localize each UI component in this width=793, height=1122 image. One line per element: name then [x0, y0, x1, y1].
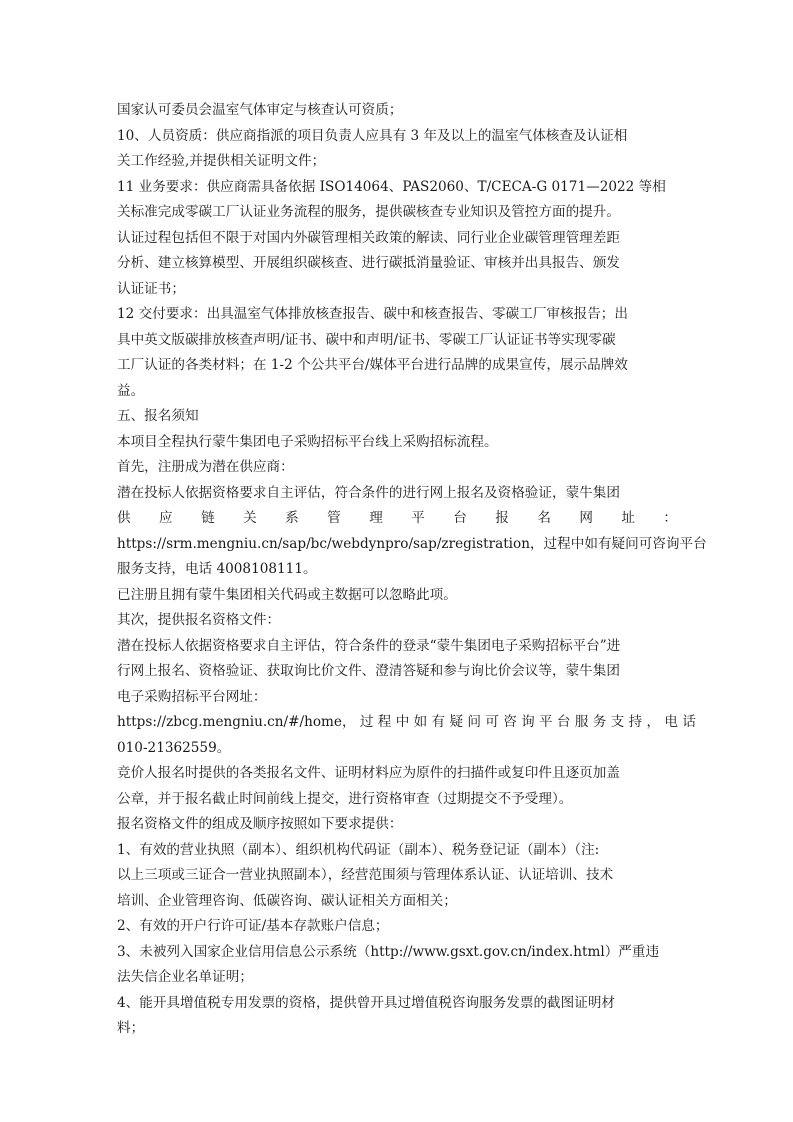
- paragraph-line: 具中英文版碳排放核查声明/证书、碳中和声明/证书、零碳工厂认证证书等实现零碳: [117, 331, 616, 348]
- justified-char: 系: [285, 510, 299, 526]
- paragraph-line: 3、未被列入国家企业信用信息公示系统（http://www.gsxt.gov.cn/index.html）严重违: [117, 943, 660, 960]
- justified-char: 关: [243, 510, 257, 526]
- justified-char: 台: [453, 510, 467, 526]
- paragraph-line: 10、人员资质：供应商指派的项目负责人应具有 3 年及以上的温室气体核查及认证相: [117, 127, 628, 144]
- paragraph-line: 12 交付要求：出具温室气体排放核查报告、碳中和核查报告、零碳工厂审核报告；出: [117, 306, 628, 322]
- justified-char: 平: [411, 510, 425, 526]
- paragraph-line: 首先，注册成为潜在供应商：: [117, 459, 294, 475]
- paragraph-line: https://srm.mengniu.cn/sap/bc/webdynpro/sap/zregistration，过程中如有疑问可咨询平台: [117, 535, 707, 552]
- justified-char: 链: [201, 510, 215, 526]
- paragraph-line: 潜在投标人依据资格要求自主评估，符合条件的进行网上报名及资格验证，蒙牛集团: [117, 484, 620, 501]
- paragraph-line: 11 业务要求：供应商需具备依据 ISO14064、PAS2060、T/CECA-G 0171—2022 等相: [117, 178, 666, 195]
- justified-char: 理: [369, 510, 383, 526]
- paragraph-line: https://zbcg.mengniu.cn/#/home， 过 程 中 如 有 疑 问 可 咨 询 平 台 服 务 支 持 ， 电 话: [117, 714, 696, 730]
- paragraph-line: 其次，提供报名资格文件：: [117, 612, 281, 628]
- justified-char: 供: [117, 510, 131, 526]
- paragraph-line: 关工作经验,并提供相关证明文件；: [117, 153, 326, 169]
- paragraph-line-justified: [117, 506, 677, 532]
- paragraph-line: 工厂认证的各类材料；在 1-2 个公共平台/媒体平台进行品牌的成果宣传，展示品牌效: [117, 357, 628, 373]
- paragraph-line: 已注册且拥有蒙牛集团相关代码或主数据可以忽略此项。: [117, 586, 457, 603]
- paragraph-line: 服务支持，电话 4008108111。: [117, 561, 317, 577]
- paragraph-line: 益。: [117, 382, 145, 399]
- justified-char: 应: [159, 510, 173, 526]
- paragraph-line: 料；: [117, 1020, 145, 1036]
- paragraph-line: 分析、建立核算模型、开展组织碳核查、进行碳抵消量验证、审核并出具报告、颁发: [117, 255, 620, 271]
- paragraph-line: 国家认可委员会温室气体审定与核查认可资质；: [117, 102, 403, 118]
- document-page: [117, 98, 707, 1042]
- justified-char: 管: [327, 510, 341, 526]
- justified-char: 名: [537, 510, 551, 526]
- paragraph-line: 以上三项或三证合一营业执照副本），经营范围须与管理体系认证、认证培训、技术: [117, 867, 614, 883]
- paragraph-line: 五、报名须知: [117, 408, 199, 424]
- paragraph-line: 4、能开具增值税专用发票的资格，提供曾开具过增值税咨询服务发票的截图证明材: [117, 994, 616, 1011]
- justified-char: 报: [495, 510, 509, 526]
- paragraph-line: 关标准完成零碳工厂认证业务流程的服务，提供碳核查专业知识及管控方面的提升。: [117, 204, 620, 220]
- paragraph-line: 1、有效的营业执照（副本）、组织机构代码证（副本）、税务登记证（副本）（注:: [117, 841, 600, 858]
- paragraph-line: 2、有效的开户行许可证/基本存款账户信息；: [117, 918, 389, 934]
- justified-char: 址: [621, 510, 635, 526]
- paragraph-line: 电子采购招标平台网址：: [117, 688, 267, 705]
- paragraph-line: 010-21362559。: [117, 739, 231, 756]
- paragraph-line: 竞价人报名时提供的各类报名文件、证明材料应为原件的扫描件或复印件且逐页加盖: [117, 765, 620, 781]
- paragraph-line: 法失信企业名单证明；: [117, 969, 253, 985]
- paragraph-line: 培训、企业管理咨询、低碳咨询、碳认证相关方面相关；: [117, 892, 457, 909]
- paragraph-line: 公章，并于报名截止时间前线上提交，进行资格审查（过期提交不予受理）。: [117, 790, 573, 807]
- paragraph-line: 认证过程包括但不限于对国内外碳管理相关政策的解读、同行业企业碳管理管理差距: [117, 229, 620, 246]
- justified-char: ：: [663, 510, 677, 526]
- paragraph-line: 认证证书；: [117, 280, 185, 297]
- paragraph-line: 本项目全程执行蒙牛集团电子采购招标平台线上采购招标流程。: [117, 433, 498, 450]
- justified-char: 网: [579, 510, 593, 526]
- paragraph-line: 行网上报名、资格验证、获取询比价文件、澄清答疑和参与询比价会议等，蒙牛集团: [117, 663, 620, 679]
- paragraph-line: 潜在投标人依据资格要求自主评估，符合条件的登录“蒙牛集团电子采购招标平台”进: [117, 637, 621, 654]
- paragraph-line: 报名资格文件的组成及顺序按照如下要求提供：: [117, 816, 403, 832]
